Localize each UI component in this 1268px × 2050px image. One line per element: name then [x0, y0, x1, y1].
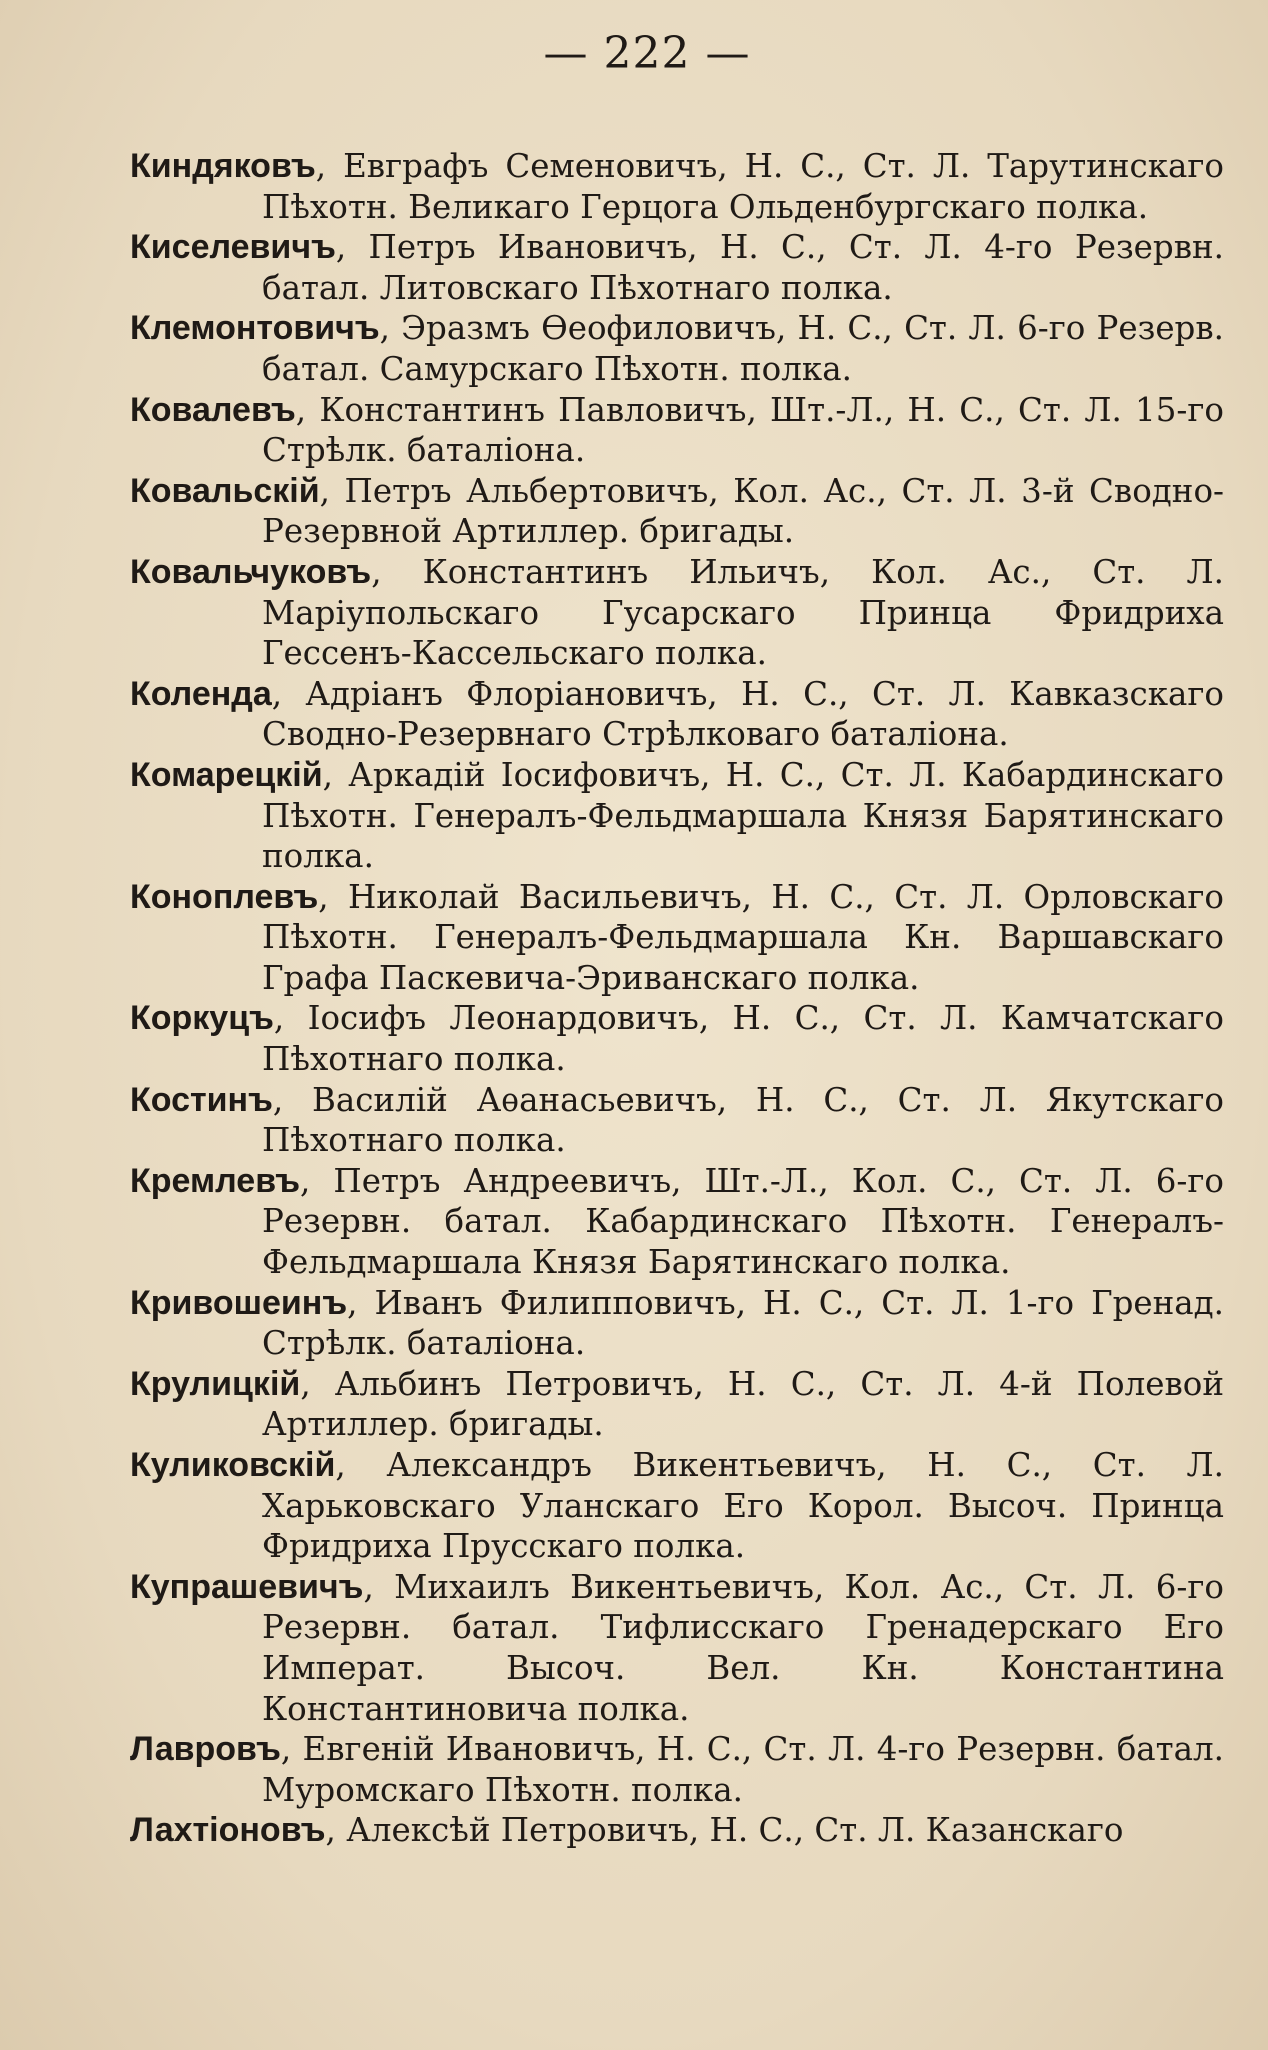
entry-surname: Ковальскій [130, 471, 320, 510]
list-item [130, 998, 1224, 1079]
entry-text: , Николай Васильевичъ, Н. С., Ст. Л. Орловскаго Пѣхотн. Генералъ-Фельдмаршала Кн. Варшавскаго Графа Паскевича-Эриванскаго полка. [262, 877, 1224, 997]
list-item [130, 227, 1224, 308]
entry-text: , Евгеній Ивановичъ, Н. С., Ст. Л. 4-го Резервн. батал. Муромскаго Пѣхотн. полка. [262, 1730, 1224, 1809]
list-item [130, 552, 1224, 674]
entries-list [130, 146, 1224, 1851]
entry-text: , Альбинъ Петровичъ, Н. С., Ст. Л. 4-й Полевой Артиллер. бригады. [262, 1364, 1224, 1444]
list-item [130, 1729, 1224, 1810]
list-item [130, 1080, 1224, 1161]
list-item [130, 1567, 1224, 1729]
entry-text: , Эразмъ Ѳеофиловичъ, Н. С., Ст. Л. 6-го Резерв. батал. Самурскаго Пѣхотн. полка. [262, 309, 1224, 388]
entry-text: , Александръ Викентьевичъ, Н. С., Ст. Л. Харьковскаго Уланскаго Его Корол. Высоч. Принца Фридриха Прусскаго полка. [262, 1446, 1224, 1566]
entry-surname: Коркуцъ [130, 999, 274, 1038]
list-item [130, 146, 1224, 227]
list-item [130, 1810, 1224, 1851]
entry-text: , Петръ Альбертовичъ, Кол. Ас., Ст. Л. 3-й Сводно-Резервной Артиллер. бригады. [262, 471, 1224, 551]
entry-text: , Константинъ Ильичъ, Кол. Ас., Ст. Л. Маріупольскаго Гусарскаго Принца Фридриха Гессенъ-Кассельскаго полка. [262, 552, 1224, 673]
entry-text: , Петръ Андреевичъ, Шт.-Л., Кол. С., Ст. Л. 6-го Резервн. батал. Кабардинскаго Пѣхотн. Генералъ-Фельдмаршала Князя Барятинскаго полка. [262, 1161, 1224, 1282]
entry-text: , Михаилъ Викентьевичъ, Кол. Ас., Ст. Л. 6-го Резервн. батал. Тифлисскаго Гренадерскаго Его Императ. Высоч. Вел. Кн. Константина Константиновича полка. [262, 1567, 1224, 1728]
page-number: — 222 — [543, 28, 751, 79]
entry-surname: Ковальчуковъ [130, 552, 372, 591]
entry-text: , Іосифъ Леонардовичъ, Н. С., Ст. Л. Камчатскаго Пѣхотнаго полка. [262, 999, 1224, 1079]
entry-surname: Костинъ [130, 1080, 273, 1119]
entry-surname: Комарецкій [130, 755, 323, 794]
list-item [130, 674, 1224, 755]
list-item [130, 471, 1224, 552]
entry-text: , Василій Аѳанасьевичъ, Н. С., Ст. Л. Якутскаго Пѣхотнаго полка. [262, 1080, 1224, 1160]
entry-text: , Евграфъ Семеновичъ, Н. С., Ст. Л. Тарутинскаго Пѣхотн. Великаго Герцога Ольденбургскаго полка. [262, 147, 1224, 226]
list-item [130, 1445, 1224, 1567]
entry-surname: Кремлевъ [130, 1161, 301, 1200]
entry-surname: Киселевичъ [130, 228, 336, 267]
list-item [130, 877, 1224, 999]
list-item [130, 1283, 1224, 1364]
list-item [130, 308, 1224, 389]
entry-surname: Коноплевъ [130, 877, 319, 916]
entry-surname: Коленда [130, 674, 272, 713]
entry-surname: Кривошеинъ [130, 1283, 348, 1322]
entry-surname: Ковалевъ [130, 390, 296, 429]
entry-text: , Константинъ Павловичъ, Шт.-Л., Н. С., Ст. Л. 15-го Стрѣлк. баталіона. [262, 390, 1224, 470]
entry-text: , Алексѣй Петровичъ, Н. С., Ст. Л. Казанскаго [325, 1811, 1124, 1850]
entry-surname: Лавровъ [130, 1730, 281, 1769]
list-item [130, 1364, 1224, 1445]
entry-surname: Киндяковъ [130, 147, 316, 185]
list-item [130, 390, 1224, 471]
entry-surname: Лахтіоновъ [130, 1811, 326, 1850]
list-item [130, 755, 1224, 877]
entry-surname: Клемонтовичъ [130, 309, 380, 348]
entry-surname: Крулицкій [130, 1364, 301, 1403]
entry-text: , Аркадій Іосифовичъ, Н. С., Ст. Л. Кабардинскаго Пѣхотн. Генералъ-Фельдмаршала Князя Барятинскаго полка. [262, 755, 1224, 876]
entry-text: , Адріанъ Флоріановичъ, Н. С., Ст. Л. Кавказскаго Сводно-Резервнаго Стрѣлковаго баталіона. [262, 674, 1224, 754]
list-item [130, 1161, 1224, 1283]
entry-surname: Куликовскій [130, 1446, 336, 1484]
entry-text: , Иванъ Филипповичъ, Н. С., Ст. Л. 1-го Гренад. Стрѣлк. баталіона. [262, 1283, 1224, 1363]
entry-text: , Петръ Ивановичъ, Н. С., Ст. Л. 4-го Резервн. батал. Литовскаго Пѣхотнаго полка. [262, 228, 1224, 307]
entry-surname: Купрашевичъ [130, 1567, 364, 1606]
